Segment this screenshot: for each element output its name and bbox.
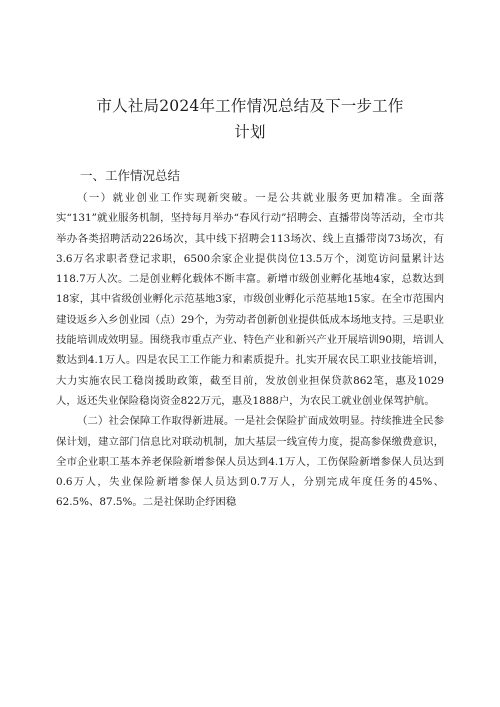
- paragraph-social-security: （二）社会保障工作取得新进展。一是社会保险扩面成效明显。持续推进全民参保计划，建立部门信息比对联动机制，加大基层一线宣传力度，提高参保缴费意识，全市企业职工基本养老保险新增参保人员达到4.1万人，工伤保险新增参保人员达到0.6万人，失业保险新增参保人员达到0.7万人，分别完成年度任务的45%、62.5%、87.5%。二是社保助企纾困稳: [56, 415, 444, 509]
- document-title: [56, 93, 444, 145]
- title-line-2: 计划: [234, 123, 266, 141]
- paragraph-employment: （一）就业创业工作实现新突破。一是公共就业服务更加精准。全面落实“131”就业服务机制，坚持每月举办“春风行动”招聘会、直播带岗等活动，全市共举办各类招聘活动226场次，其中线下招聘会113场次、线上直播带岗73场次，有3.6万名求职者登记求职，6500余家企业提供岗位13.5万个，浏览访问量累计达118.7万人次。二是创业孵化载体不断丰富。新增市级创业孵化基地4家，总数达到18家，其中省级创业孵化示范基地3家，市级创业孵化示范基地15家。在全市范围内建设返乡入乡创业园（点）29个，为劳动者创新创业提供低成本场地支持。三是职业技能培训成效明显。围绕我市重点产业、特色产业和新兴产业开展培训90期，培训人数达到4.1万人。四是农民工工作能力和素质提升。扎实开展农民工职业技能培训，大力实施农民工稳岗援助政策，截至目前，发放创业担保贷款862笔，惠及1029人，返还失业保险稳岗资金822万元，惠及1888户，为农民工就业创业保驾护航。: [56, 192, 444, 407]
- section-heading: 一、工作情况总结: [80, 168, 181, 183]
- title-line-1: 市人社局2024年工作情况总结及下一步工作: [96, 97, 404, 115]
